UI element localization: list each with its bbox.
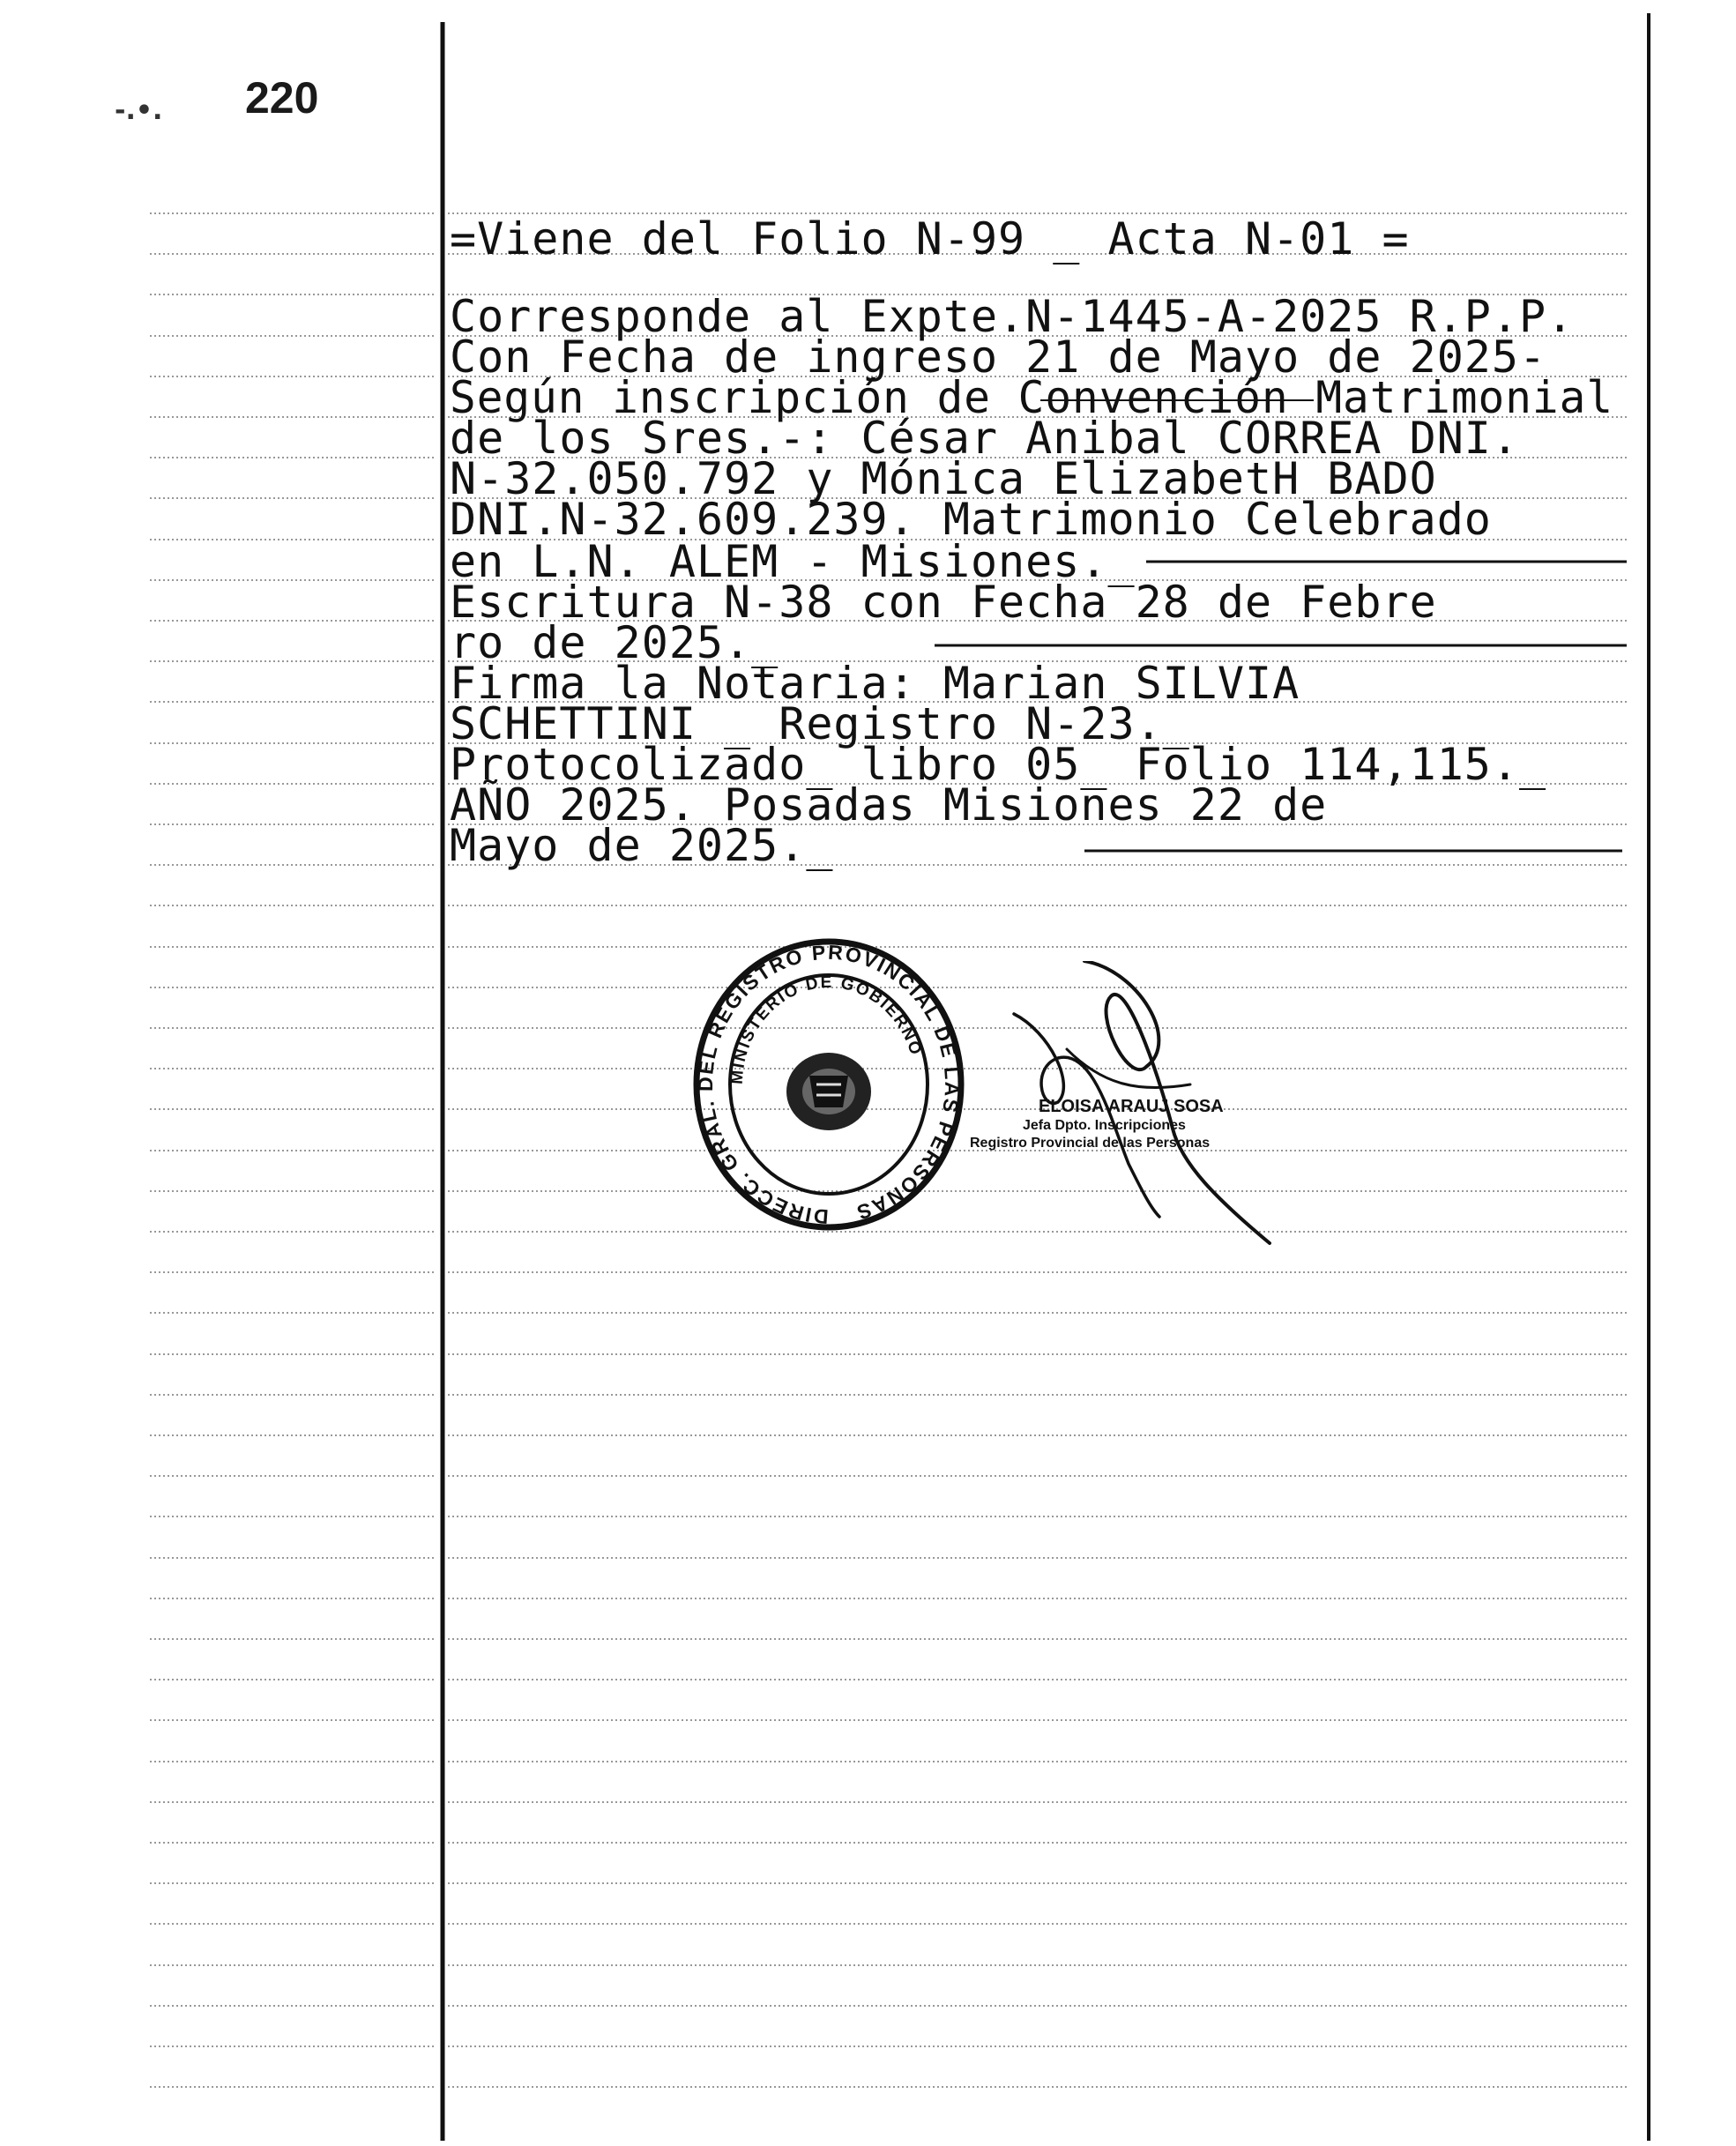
entry-line: Corresponde al Expte.N-1445-A-2025 R.P.P. [450, 291, 1575, 342]
entry-line: de los Sres.-: César Anibal CORREA DNI. [450, 413, 1519, 464]
signatory-office: Registro Provincial de las Personas [970, 1136, 1211, 1151]
entry-line: Según inscripción de Convención Matrimonial [450, 372, 1614, 423]
entry-line: Escritura N-38 con Fecha 28 de Febre [450, 577, 1437, 628]
coat-of-arms-emblem [786, 1053, 871, 1130]
entry-line: SCHETTINI _ Registro N-23._ [450, 698, 1190, 749]
entry-line: Con Fecha de ingreso 21 de Mayo de 2025- [450, 332, 1547, 383]
entry-line: =Viene del Folio N-99 _ Acta N-01 = [450, 213, 1410, 265]
entry-line: en L.N. ALEM - Misiones._ [450, 536, 1136, 587]
signatory-name: ELOISA ARAUJ SOSA [1039, 1097, 1224, 1116]
corner-mark: -.•. [115, 95, 163, 126]
entry-line: ro de 2025._ [450, 617, 779, 668]
stamp-outer-text: DIRECC. GRAL. DEL REGISTRO PROVINCIAL DE LAS PERSONAS [693, 940, 965, 1229]
page-number: 220 [245, 73, 319, 123]
entry-line: Mayo de 2025._ [450, 820, 834, 871]
official-stamp [688, 935, 970, 1234]
entry-line: Protocolizado_ libro 05_ Folio 114,115._ [450, 739, 1547, 790]
entry-line: DNI.N-32.609.239. Matrimonio Celebrado [450, 494, 1492, 545]
entry-line: Firma la Notaria: Marian SILVIA [450, 658, 1300, 709]
signatory-title: Jefa Dpto. Inscripciones [1023, 1118, 1186, 1133]
entry-line: AÑO 2025. Posadas Misiones 22 de [450, 779, 1328, 831]
entry-line: N-32.050.792 y Mónica ElizabetH BADO [450, 453, 1437, 504]
stamp-inner-text: MINISTERIO DE GOBIERNO [727, 972, 926, 1085]
